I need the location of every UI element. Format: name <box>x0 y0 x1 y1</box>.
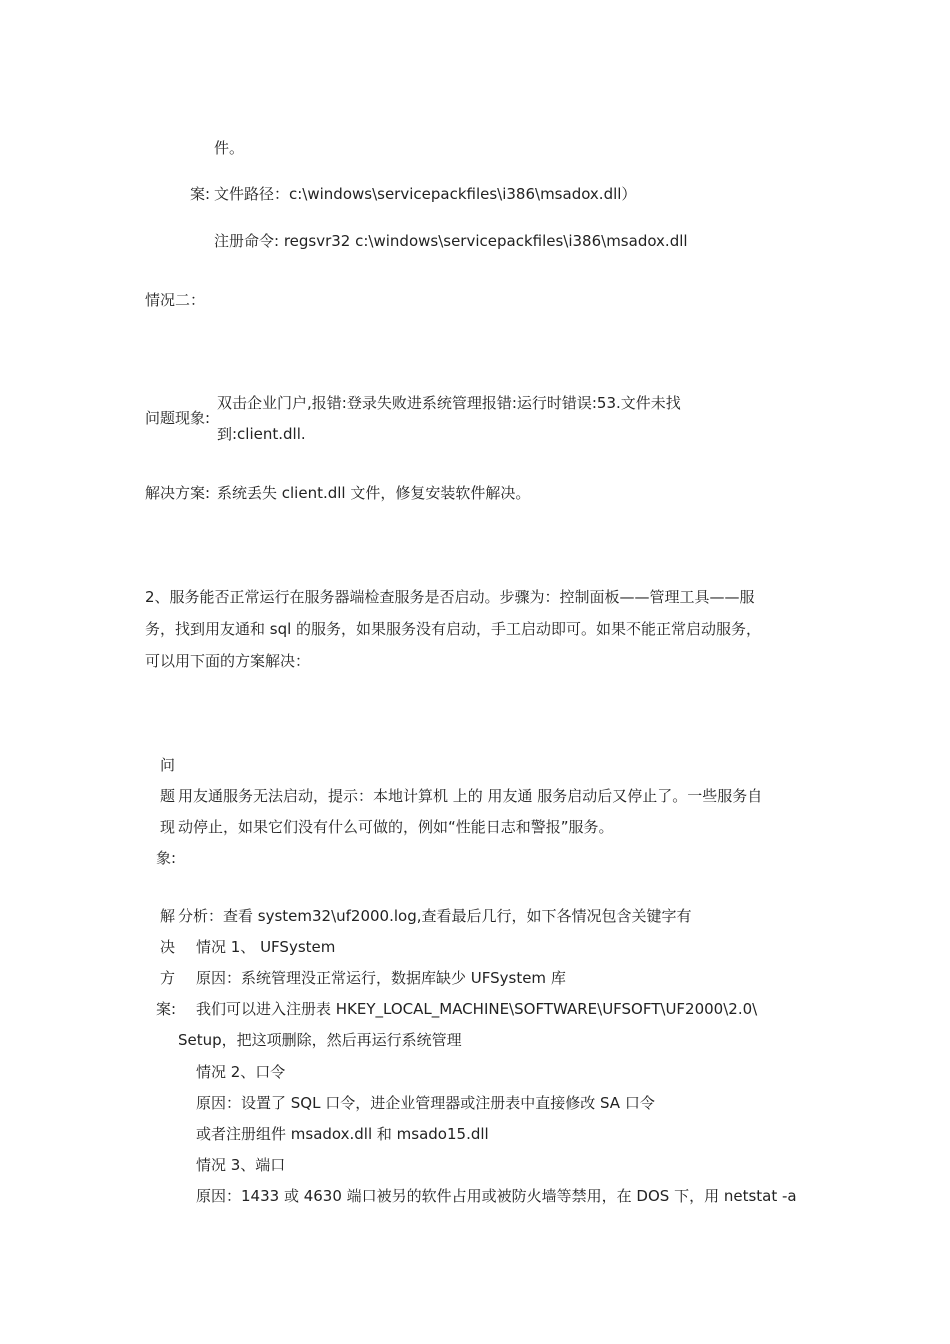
section-heading: 情况二： <box>145 291 206 309</box>
paragraph-line: 可以用下面的方案解决： <box>145 652 311 670</box>
text-line: Setup，把这项删除，然后再运行系统管理 <box>178 1031 462 1049</box>
text-line: 或者注册组件 msadox.dll 和 msado15.dll <box>196 1125 489 1143</box>
row-label: 解决方案: <box>145 484 211 502</box>
paragraph-line: 2、服务能否正常运行在服务器端检查服务是否启动。步骤为：控制面板——管理工具——服 <box>145 588 755 606</box>
text-line: 双击企业门户,报错:登录失败进系统管理报错:运行时错误:53.文件未找 <box>217 394 681 412</box>
text-line: 注册命令: regsvr32 c:\windows\servicepackfiles\i386\msadox.dll <box>214 232 688 250</box>
row-label: 题 <box>160 787 176 805</box>
text-line: 件。 <box>214 139 245 157</box>
row-label: 问 <box>160 756 176 774</box>
row-label: 决 <box>160 938 176 956</box>
row-label: 现 <box>160 818 176 836</box>
text-line: 原因：设置了 SQL 口令，进企业管理器或注册表中直接修改 SA 口令 <box>196 1094 655 1112</box>
row-label: 案: <box>190 185 211 203</box>
text-line: 原因：1433 或 4630 端口被另的软件占用或被防火墙等禁用，在 DOS 下，用 netstat -a <box>196 1187 797 1205</box>
row-label: 象: <box>156 849 177 867</box>
text-line: 文件路径：c:\windows\servicepackfiles\i386\msadox.dll） <box>214 185 637 203</box>
text-line: 动停止，如果它们没有什么可做的，例如“性能日志和警报”服务。 <box>178 818 614 836</box>
text-line: 分析：查看 system32\uf2000.log,查看最后几行，如下各情况包含关键字有 <box>178 907 692 925</box>
row-label: 解 <box>160 907 176 925</box>
text-line: 我们可以进入注册表 HKEY_LOCAL_MACHINE\SOFTWARE\UFSOFT\UF2000\2.0\ <box>196 1000 758 1018</box>
text-line: 情况 3、端口 <box>196 1156 286 1174</box>
text-line: 系统丢失 client.dll 文件，修复安装软件解决。 <box>217 484 531 502</box>
paragraph-line: 务，找到用友通和 sql 的服务，如果服务没有启动，手工启动即可。如果不能正常启动服务， <box>145 620 762 638</box>
row-label: 方 <box>160 969 176 987</box>
row-label: 问题现象: <box>145 409 211 427</box>
text-line: 原因：系统管理没正常运行，数据库缺少 UFSystem 库 <box>196 969 566 987</box>
text-line: 情况 2、口令 <box>196 1063 286 1081</box>
text-line: 用友通服务无法启动，提示：本地计算机 上的 用友通 服务启动后又停止了。一些服务自 <box>178 787 763 805</box>
text-line: 到:client.dll. <box>217 425 306 443</box>
text-line: 情况 1、 UFSystem <box>196 938 336 956</box>
row-label: 案: <box>156 1000 177 1018</box>
